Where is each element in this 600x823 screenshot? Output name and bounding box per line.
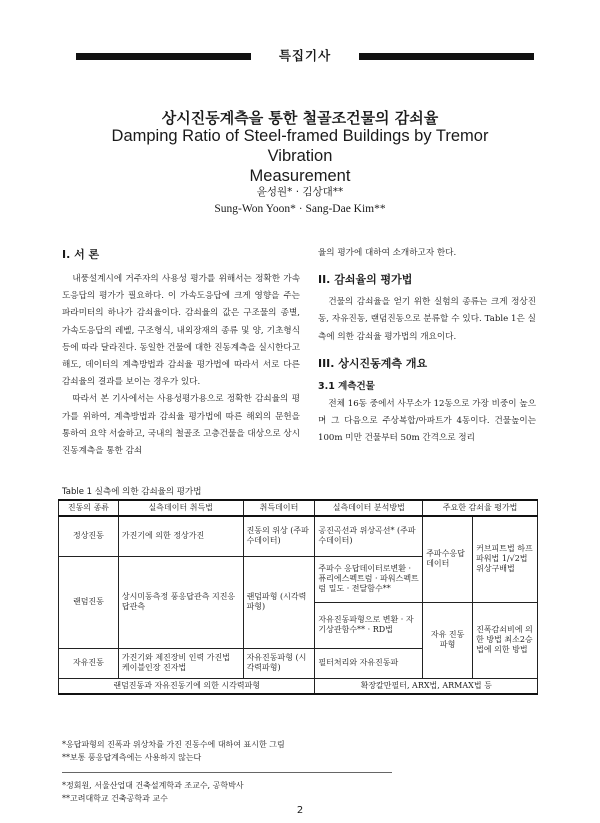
damping-methods-table bbox=[58, 499, 538, 695]
table-header-cell: 취득데이터 bbox=[243, 500, 315, 516]
table-row bbox=[59, 678, 538, 694]
table-cell: 랜덤진동과 자유진동기에 의한 시각력파형 bbox=[59, 678, 315, 694]
table-cell: 진동의 위상 (주파수데이터) bbox=[243, 516, 315, 556]
table-header-cell: 진동의 종류 bbox=[59, 500, 119, 516]
table-cell: 가진기에 의한 정상가진 bbox=[118, 516, 243, 556]
authors-english: Sung-Won Yoon* · Sang-Dae Kim** bbox=[214, 203, 386, 215]
section-3-1-heading: 3.1 계측건물 bbox=[318, 380, 375, 392]
section-3-paragraph-1: 전체 16동 중에서 사무소가 12동으로 가장 비중이 높으며 그 다음으로 주상복합/아파트가 4동이다. 건물높이는 100m 미만 건물부터 50m 간격으로 정리 bbox=[318, 398, 536, 444]
title-korean: 상시진동계측을 통한 철골조건물의 감쇠율 bbox=[161, 109, 439, 127]
authors-korean: 윤성원* · 김상대** bbox=[256, 186, 344, 198]
table-cell: 공진곡선과 위상곡선* (주파수데이터) bbox=[315, 516, 423, 556]
section-3-heading: III. 상시진동계측 개요 bbox=[318, 356, 428, 370]
table-cell: 자유진동파형으로 변환 · 자기상관함수** · RD법 bbox=[315, 602, 423, 648]
table-cell: 커브피트법 하프파워법 1/√2법 위상구배법 bbox=[473, 516, 538, 602]
table-note: *응답파형의 진폭과 위상차를 가진 진동수에 대하여 표시한 그림 bbox=[62, 740, 285, 749]
table-cell: 주파수응답 데이터 bbox=[423, 516, 473, 602]
table-cell: 확장칼만필터, ARX법, ARMAX법 등 bbox=[315, 678, 538, 694]
affiliation-line: *정회원, 서울산업대 건축설계학과 조교수, 공학박사 bbox=[62, 781, 244, 790]
section-2-paragraph-1: 건물의 감쇠율을 얻기 위한 실험의 종류는 크게 정상진동, 자유진동, 랜덤진동으로 분류할 수 있다. Table 1은 실측에 의한 감쇠율 평가법의 개요이다. bbox=[318, 297, 536, 342]
title-english bbox=[80, 126, 520, 186]
section-2-heading: II. 감쇠율의 평가법 bbox=[318, 273, 413, 287]
section-1-heading: I. 서 론 bbox=[62, 248, 100, 261]
table-cell: 자유진동파형 (시각력파형) bbox=[243, 648, 315, 678]
title-english-line2: Measurement bbox=[249, 167, 351, 185]
table-header-cell: 실측데이터 분석방법 bbox=[315, 500, 423, 516]
section-1-paragraph-1: 내풍설계시에 거주자의 사용성 평가를 위해서는 정확한 가속도응답의 평가가 필요하다. 이 가속도응답에 크게 영향을 주는 파라미터의 하나가 감쇠율이다. 감쇠율의 값은 구조물의 종별, 가속도응답의 레벨, 구조형식, 내외장재의 종류 및 양, 기초형식 등에 따라 달라진다. 동일한 건물에 대한 진동계측을 실시한다고 해도, 데이터의 계측방법과 감쇠율 평가법에 따라서 서로 다른 감쇠율의 결과를 보이는 경우가 있다. bbox=[62, 274, 300, 388]
table-cell: 필터처리와 자유진동파 bbox=[315, 648, 423, 678]
title-english-line1: Damping Ratio of Steel-framed Buildings by Tremor Vibration bbox=[111, 127, 489, 165]
table-row bbox=[59, 516, 538, 556]
table-cell: 진폭감쇠비에 의한 방법 최소2승법에 의한 방법 bbox=[473, 602, 538, 678]
header-bar-left bbox=[76, 53, 251, 60]
column-left bbox=[62, 245, 300, 460]
affiliation-line: **고려대학교 건축공학과 교수 bbox=[62, 794, 168, 803]
table-cell: 상시미동측정 풍응답관측 지진응답관측 bbox=[118, 556, 243, 648]
table-cell: 자유 진동 파형 bbox=[423, 602, 473, 678]
header-bar-right bbox=[359, 53, 534, 60]
header-label: 특집기사 bbox=[278, 48, 332, 63]
affiliations bbox=[62, 772, 392, 805]
section-1-paragraph-2: 따라서 본 기사에서는 사용성평가용으로 정확한 감쇠율의 평가를 위하여, 계측방법과 감쇠율 평가법에 따른 해외의 문헌을 통하여 요약 서술하고, 국내의 철골조 고층건물을 대상으로 상시진동계측을 통한 감쇠 bbox=[62, 394, 300, 457]
table-header-row bbox=[59, 500, 538, 516]
section-1-paragraph-2-cont: 율의 평가에 대하여 소개하고자 한다. bbox=[318, 248, 457, 258]
table-note: **보통 풍응답계측에는 사용하지 않는다 bbox=[62, 753, 202, 762]
table-header-cell: 실측데이터 취득법 bbox=[118, 500, 243, 516]
page-number: 2 bbox=[296, 805, 304, 816]
table-caption: Table 1 실측에 의한 감쇠율의 평가법 bbox=[62, 487, 202, 497]
table-cell: 가진기와 제진장비 인력 가진법 케이블인장 진자법 bbox=[118, 648, 243, 678]
column-right bbox=[318, 245, 536, 447]
table-cell: 정상진동 bbox=[59, 516, 119, 556]
table-header-cell: 주요한 감쇠율 평가법 bbox=[423, 500, 538, 516]
table-cell: 랜덤진동 bbox=[59, 556, 119, 648]
table-notes bbox=[62, 738, 285, 764]
table-cell: 랜덤파형 (시각력파형) bbox=[243, 556, 315, 648]
table-cell: 주파수 응답데이터로변환 · 퓨리에스펙트럼 · 파워스펙트럼 밀도 · 전달함수** bbox=[315, 556, 423, 602]
feature-header bbox=[76, 46, 534, 66]
table-cell: 자유진동 bbox=[59, 648, 119, 678]
